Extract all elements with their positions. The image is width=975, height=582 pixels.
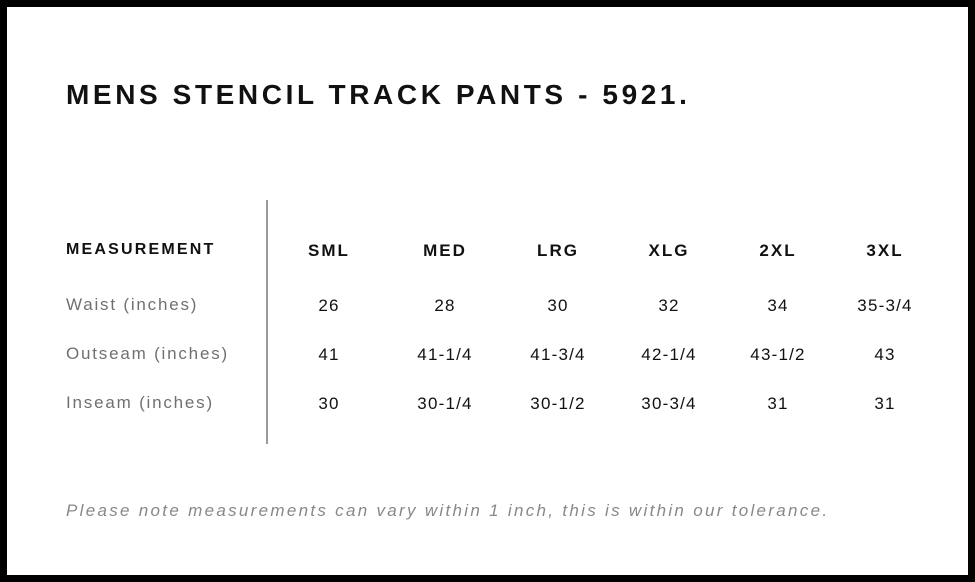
measurement-header: MEASUREMENT (66, 241, 216, 258)
table-cell: 30-3/4 (641, 394, 697, 413)
size-header-3xl: 3XL (866, 241, 904, 260)
row-label-outseam: Outseam (inches) (66, 344, 229, 363)
column-divider (266, 200, 268, 444)
table-cell: 31 (874, 394, 896, 413)
table-cell: 28 (434, 296, 456, 315)
size-header-lrg: LRG (537, 241, 579, 260)
size-header-med: MED (423, 241, 467, 260)
size-header-2xl: 2XL (759, 241, 797, 260)
tolerance-note: Please note measurements can vary within 1 inch, this is within our tolerance. (66, 501, 830, 520)
size-header-sml: SML (308, 241, 350, 260)
table-cell: 30 (547, 296, 569, 315)
table-cell: 43 (874, 345, 896, 364)
table-cell: 34 (767, 296, 789, 315)
table-cell: 43-1/2 (750, 345, 806, 364)
row-label-inseam: Inseam (inches) (66, 393, 214, 412)
table-cell: 30-1/2 (530, 394, 586, 413)
table-cell: 30 (318, 394, 340, 413)
size-header-xlg: XLG (648, 241, 690, 260)
table-cell: 30-1/4 (417, 394, 473, 413)
table-cell: 41-1/4 (417, 345, 473, 364)
table-cell: 35-3/4 (857, 296, 913, 315)
table-cell: 42-1/4 (641, 345, 697, 364)
page-title: MENS STENCIL TRACK PANTS - 5921. (66, 79, 691, 110)
table-cell: 41 (318, 345, 340, 364)
row-label-waist: Waist (inches) (66, 295, 199, 314)
table-cell: 41-3/4 (530, 345, 586, 364)
table-cell: 26 (318, 296, 340, 315)
table-cell: 32 (658, 296, 680, 315)
table-cell: 31 (767, 394, 789, 413)
